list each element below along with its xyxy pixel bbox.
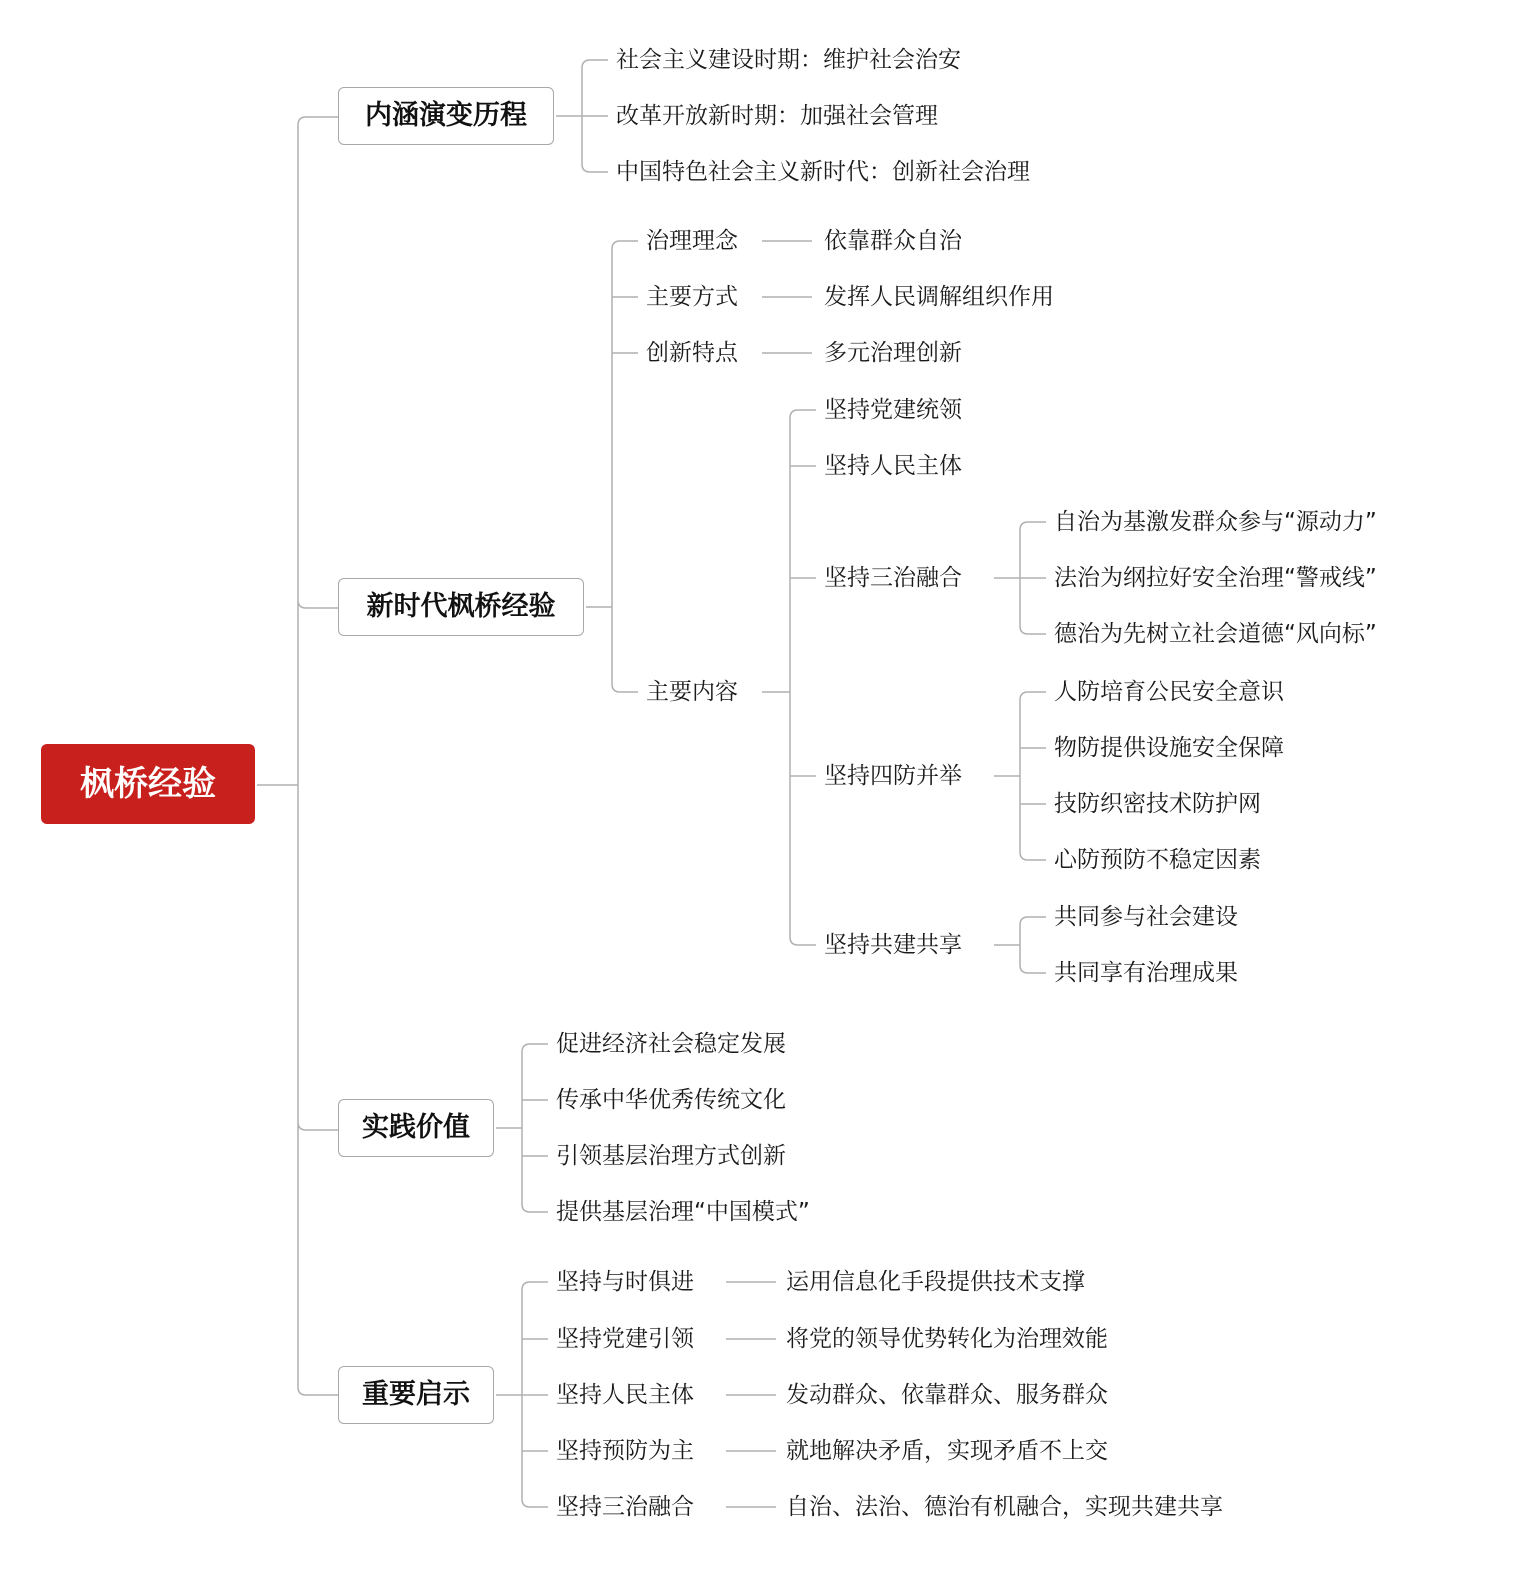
content-item: 坚持三治融合 (824, 565, 962, 591)
practice-value-item: 引领基层治理方式创新 (556, 1143, 786, 1169)
insight-label: 坚持人民主体 (556, 1382, 694, 1408)
new-era-pair-value: 依靠群众自治 (824, 228, 962, 254)
insight-label: 坚持与时俱进 (556, 1269, 694, 1295)
main-content-label: 主要内容 (646, 679, 738, 705)
branch-practice-value-node[interactable]: 实践价值 (338, 1099, 494, 1157)
new-era-pair-label: 创新特点 (646, 340, 738, 366)
content-item: 坚持人民主体 (824, 453, 962, 479)
insight-value: 发动群众、依靠群众、服务群众 (786, 1382, 1108, 1408)
three-governance-item: 自治为基激发群众参与“源动力” (1054, 509, 1377, 535)
insight-label: 坚持党建引领 (556, 1326, 694, 1352)
branch-new-era-node[interactable]: 新时代枫桥经验 (338, 578, 584, 636)
insight-value: 运用信息化手段提供技术支撑 (786, 1269, 1085, 1295)
content-item: 坚持党建统领 (824, 397, 962, 423)
new-era-pair-value: 多元治理创新 (824, 340, 962, 366)
content-item: 坚持共建共享 (824, 932, 962, 958)
new-era-pair-label: 主要方式 (646, 284, 738, 310)
practice-value-item: 传承中华优秀传统文化 (556, 1087, 786, 1113)
three-governance-item: 法治为纲拉好安全治理“警戒线” (1054, 565, 1377, 591)
new-era-pair-label: 治理理念 (646, 228, 738, 254)
root-node[interactable]: 枫桥经验 (41, 744, 255, 824)
shared-build-item: 共同参与社会建设 (1054, 904, 1238, 930)
evolution-item: 中国特色社会主义新时代：创新社会治理 (616, 159, 1030, 185)
evolution-item: 改革开放新时期：加强社会管理 (616, 103, 938, 129)
insight-value: 自治、法治、德治有机融合，实现共建共享 (786, 1494, 1223, 1520)
four-defense-item: 物防提供设施安全保障 (1054, 735, 1284, 761)
content-item: 坚持四防并举 (824, 763, 962, 789)
branch-evolution-node[interactable]: 内涵演变历程 (338, 87, 554, 145)
evolution-item: 社会主义建设时期：维护社会治安 (616, 47, 961, 73)
four-defense-item: 心防预防不稳定因素 (1054, 847, 1261, 873)
shared-build-item: 共同享有治理成果 (1054, 960, 1238, 986)
branch-insights-node[interactable]: 重要启示 (338, 1366, 494, 1424)
practice-value-item: 提供基层治理“中国模式” (556, 1199, 810, 1225)
insight-label: 坚持三治融合 (556, 1494, 694, 1520)
three-governance-item: 德治为先树立社会道德“风向标” (1054, 621, 1377, 647)
four-defense-item: 技防织密技术防护网 (1054, 791, 1261, 817)
insight-value: 就地解决矛盾，实现矛盾不上交 (786, 1438, 1108, 1464)
insight-label: 坚持预防为主 (556, 1438, 694, 1464)
insight-value: 将党的领导优势转化为治理效能 (786, 1326, 1108, 1352)
new-era-pair-value: 发挥人民调解组织作用 (824, 284, 1054, 310)
practice-value-item: 促进经济社会稳定发展 (556, 1031, 786, 1057)
four-defense-item: 人防培育公民安全意识 (1054, 679, 1284, 705)
